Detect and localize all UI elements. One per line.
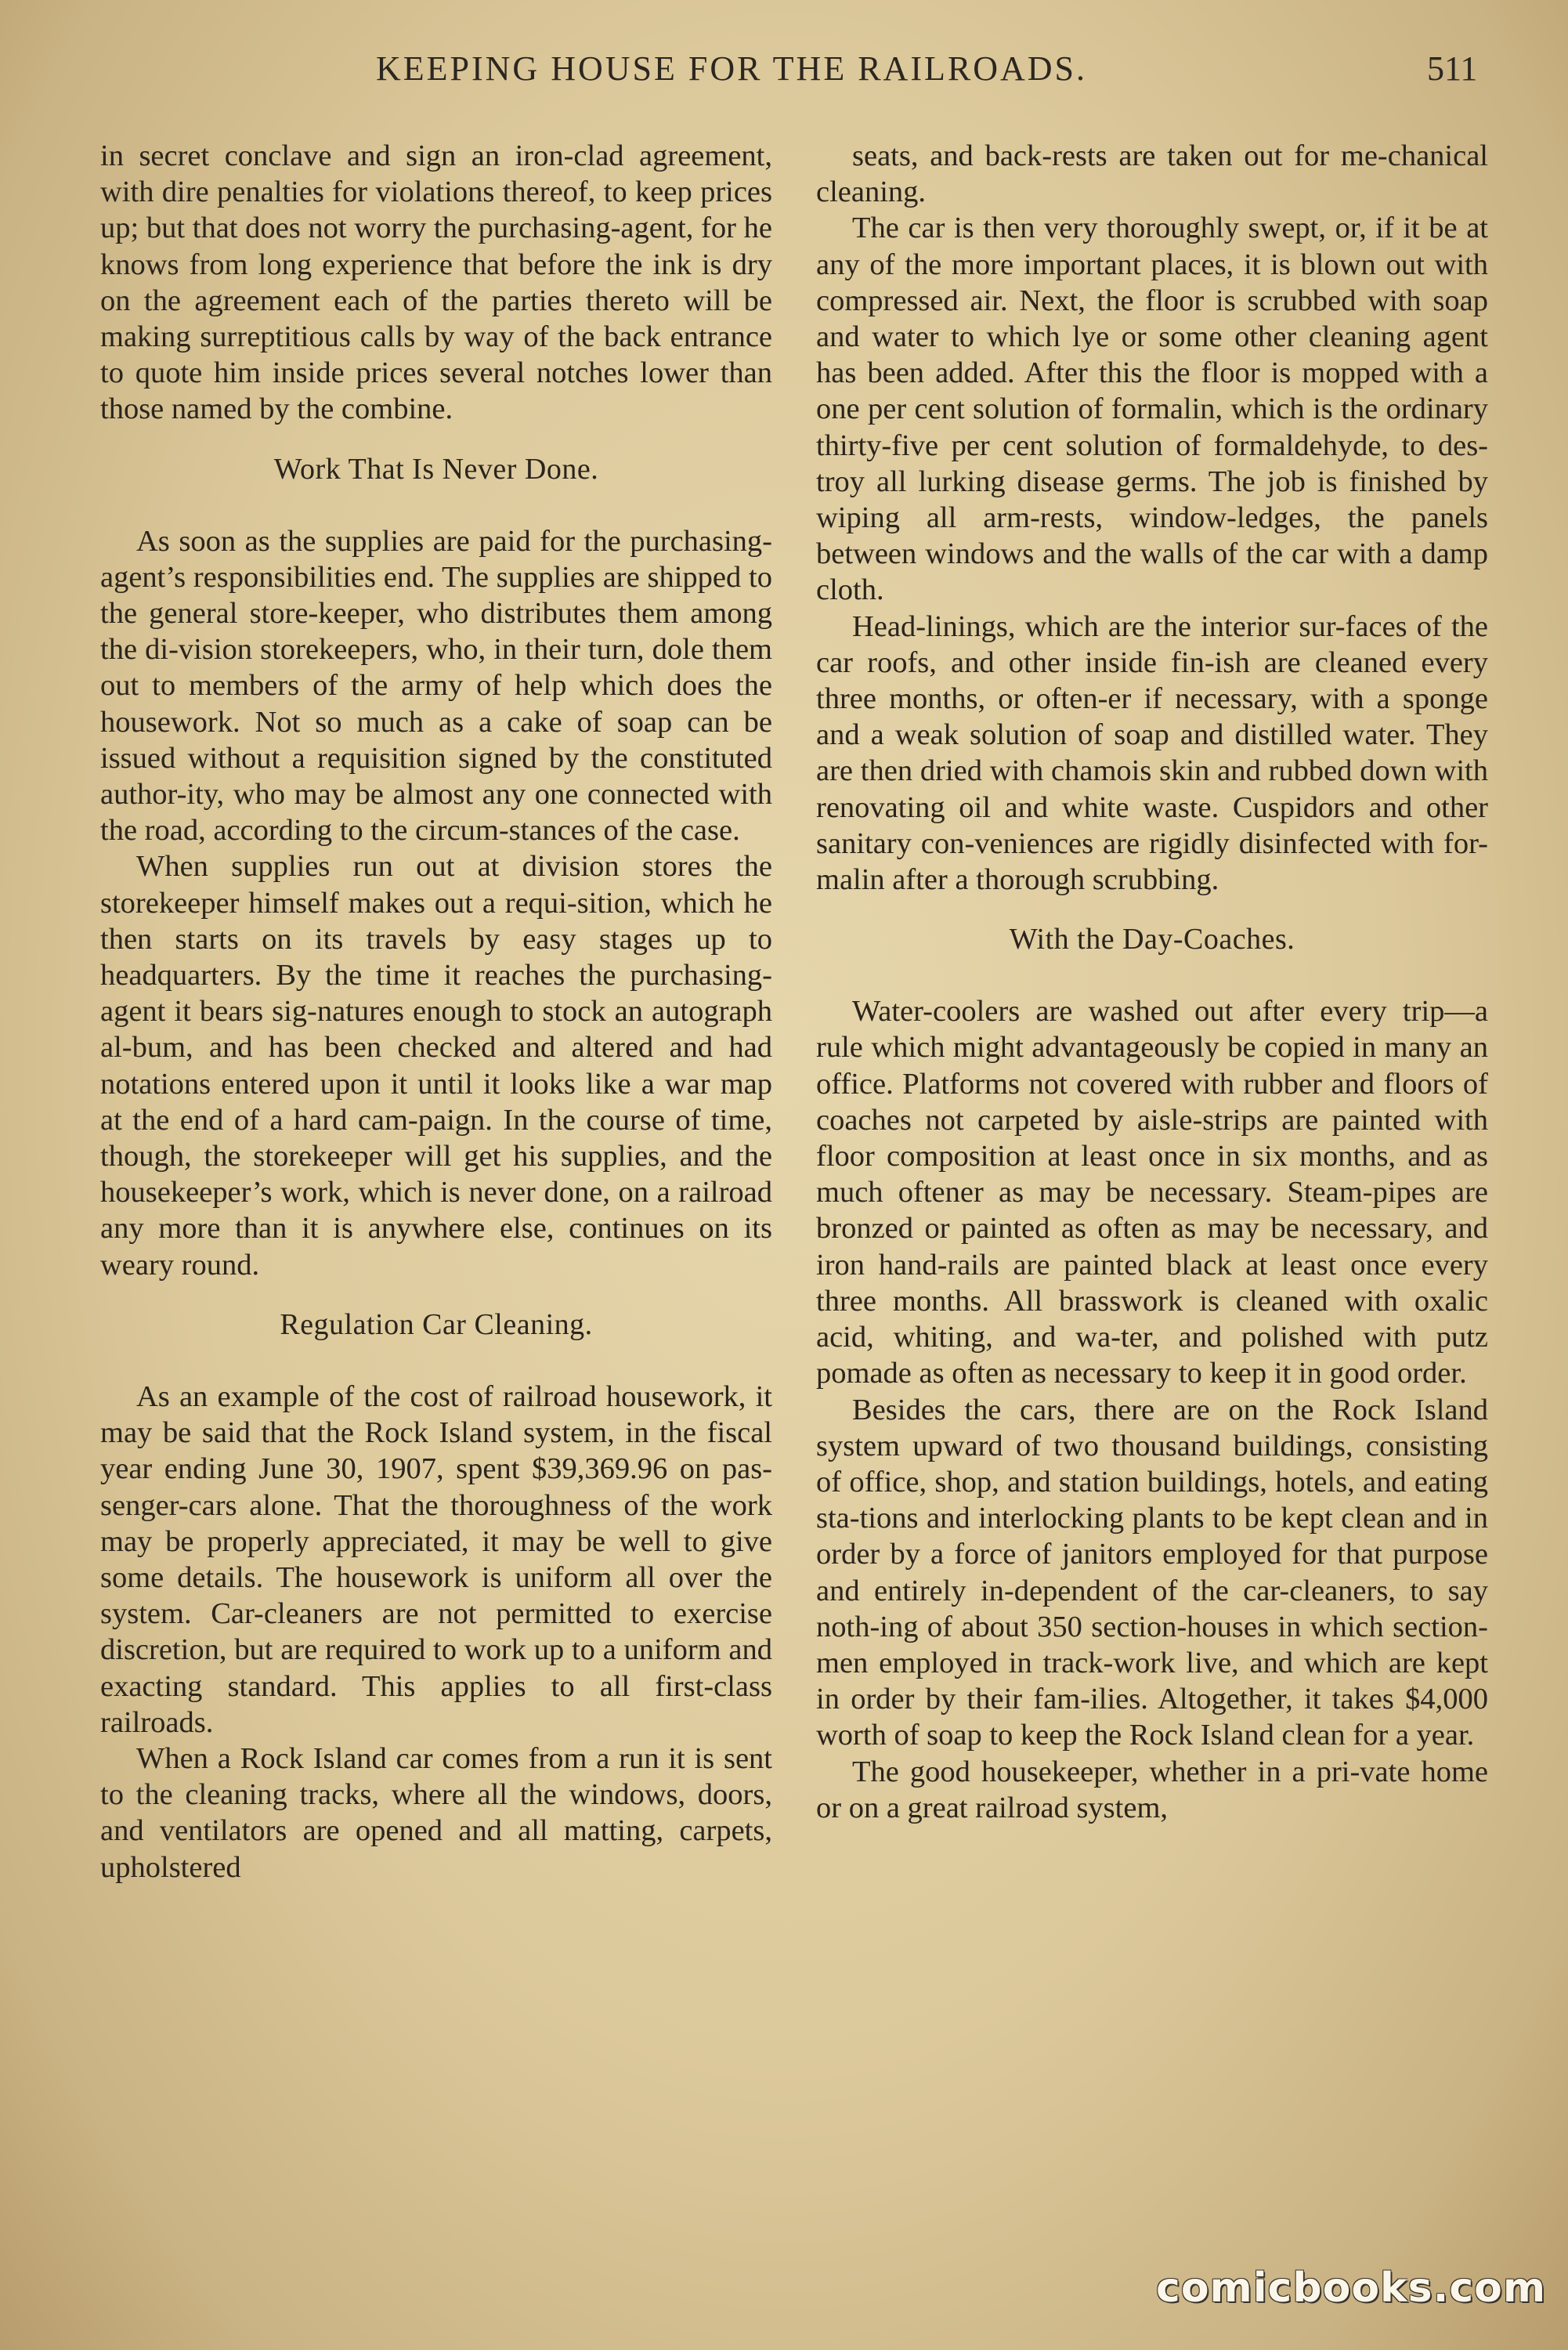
paragraph: Water-coolers are washed out after every trip—a rule which might advantageously be copied in many an office. Platforms not covered with rubber and floors of coaches not carpeted by aisle-strips are painted with floor composition at least once in six months, and as much oftener as may be necessary. Steam-pipes are bronzed or painted as often as may be necessary, and iron hand-rails are painted black at least once every three months. All brasswork is cleaned with oxalic acid, whiting, and wa-ter, and polished with putz pomade as often as necessary to keep it in good order. [816,995,1488,1390]
paragraph: Head-linings, which are the interior sur-faces of the car roofs, and other inside fin-ish are cleaned every three months, or often-er if necessary, with a sponge and a weak solution of soap and distilled water. They are then dried with chamois skin and rubbed down with renovating oil and white waste. Cuspidors and other sanitary con-veniences are rigidly disinfected with for-malin after a thorough scrubbing. [816,609,1488,897]
running-header [0,49,1568,96]
paragraph-continued: in secret conclave and sign an iron-clad agreement, with dire penalties for violations thereof, to keep prices up; but that does not worry the purchasing-agent, for he knows from long experience that before the ink is dry on the agreement each of the parties thereto will be making surreptitious calls by way of the back entrance to quote him inside prices several notches lower than those named by the combine. [100,139,772,426]
running-title: KEEPING HOUSE FOR THE RAILROADS. [376,49,1088,88]
right-column [816,138,1488,1826]
page-number: 511 [1427,49,1478,88]
paragraph: Besides the cars, there are on the Rock Island system upward of two thousand buildings, consisting of office, shop, and station buildings, hotels, and eating sta-tions and interlocking plants to be kept clean and in order by a force of janitors employed for that purpose and entirely in-dependent of the car-cleaners, to say noth-ing of about 350 section-houses in which section-men employed in track-work live, and which are kept in order by their fam-ilies. Altogether, it takes $4,000 worth of soap to keep the Rock Island clean for a year. [816,1393,1488,1752]
paragraph: The car is then very thoroughly swept, or, if it be at any of the more important places, it is blown out with compressed air. Next, the floor is scrubbed with soap and water to which lye or some other cleaning agent has been added. After this the floor is mopped with a one per cent solution of formalin, which is the ordinary thirty-five per cent solution of formaldehyde, to des-troy all lurking disease germs. The job is finished by wiping all arm-rests, window-ledges, the panels between windows and the walls of the car with a damp cloth. [816,212,1488,607]
section-heading-day-coaches: With the Day-Coaches. [1009,923,1295,956]
site-watermark: comicbooks.com [1156,2265,1547,2312]
paragraph: The good housekeeper, whether in a pri-vate home or on a great railroad system, [816,1755,1488,1824]
paragraph: As soon as the supplies are paid for the purchasing-agent’s responsibilities end. The supplies are shipped to the general store-keeper, who distributes them among the di-vision storekeepers, who, in their turn, dole them out to members of the army of help which does the housework. Not so much as a cake of soap can be issued without a requisition signed by the constituted author-ity, who may be almost any one connected with the road, according to the circum-stances of the case. [100,524,772,848]
section-heading-work-never-done: Work That Is Never Done. [273,452,599,486]
left-column [100,138,772,1885]
paragraph: When a Rock Island car comes from a run it is sent to the cleaning tracks, where all the windows, doors, and ventilators are opened and all matting, carpets, upholstered [100,1741,772,1884]
paragraph: When supplies run out at division stores the storekeeper himself makes out a requi-sition, which he then starts on its travels by easy stages up to headquarters. By the time it reaches the purchasing-agent it bears sig-natures enough to stock an autograph al-bum, and has been checked and altered and had notations entered upon it until it looks like a war map at the end of a hard cam-paign. In the course of time, though, the storekeeper will get his supplies, and the housekeeper’s work, which is never done, on a railroad any more than it is anywhere else, continues on its weary round. [100,850,772,1282]
section-heading-regulation-car-cleaning: Regulation Car Cleaning. [280,1307,593,1341]
paragraph: As an example of the cost of railroad housework, it may be said that the Rock Island system, in the fiscal year ending June 30, 1907, spent $39,369.96 on pas-senger-cars alone. That the thoroughness of the work may be properly appreciated, it may be well to give some details. The housework is uniform all over the system. Car-cleaners are not permitted to exercise discretion, but are required to work up to a uniform and exacting standard. This applies to all first-class railroads. [100,1379,772,1739]
paragraph: seats, and back-rests are taken out for me-chanical cleaning. [816,139,1488,209]
